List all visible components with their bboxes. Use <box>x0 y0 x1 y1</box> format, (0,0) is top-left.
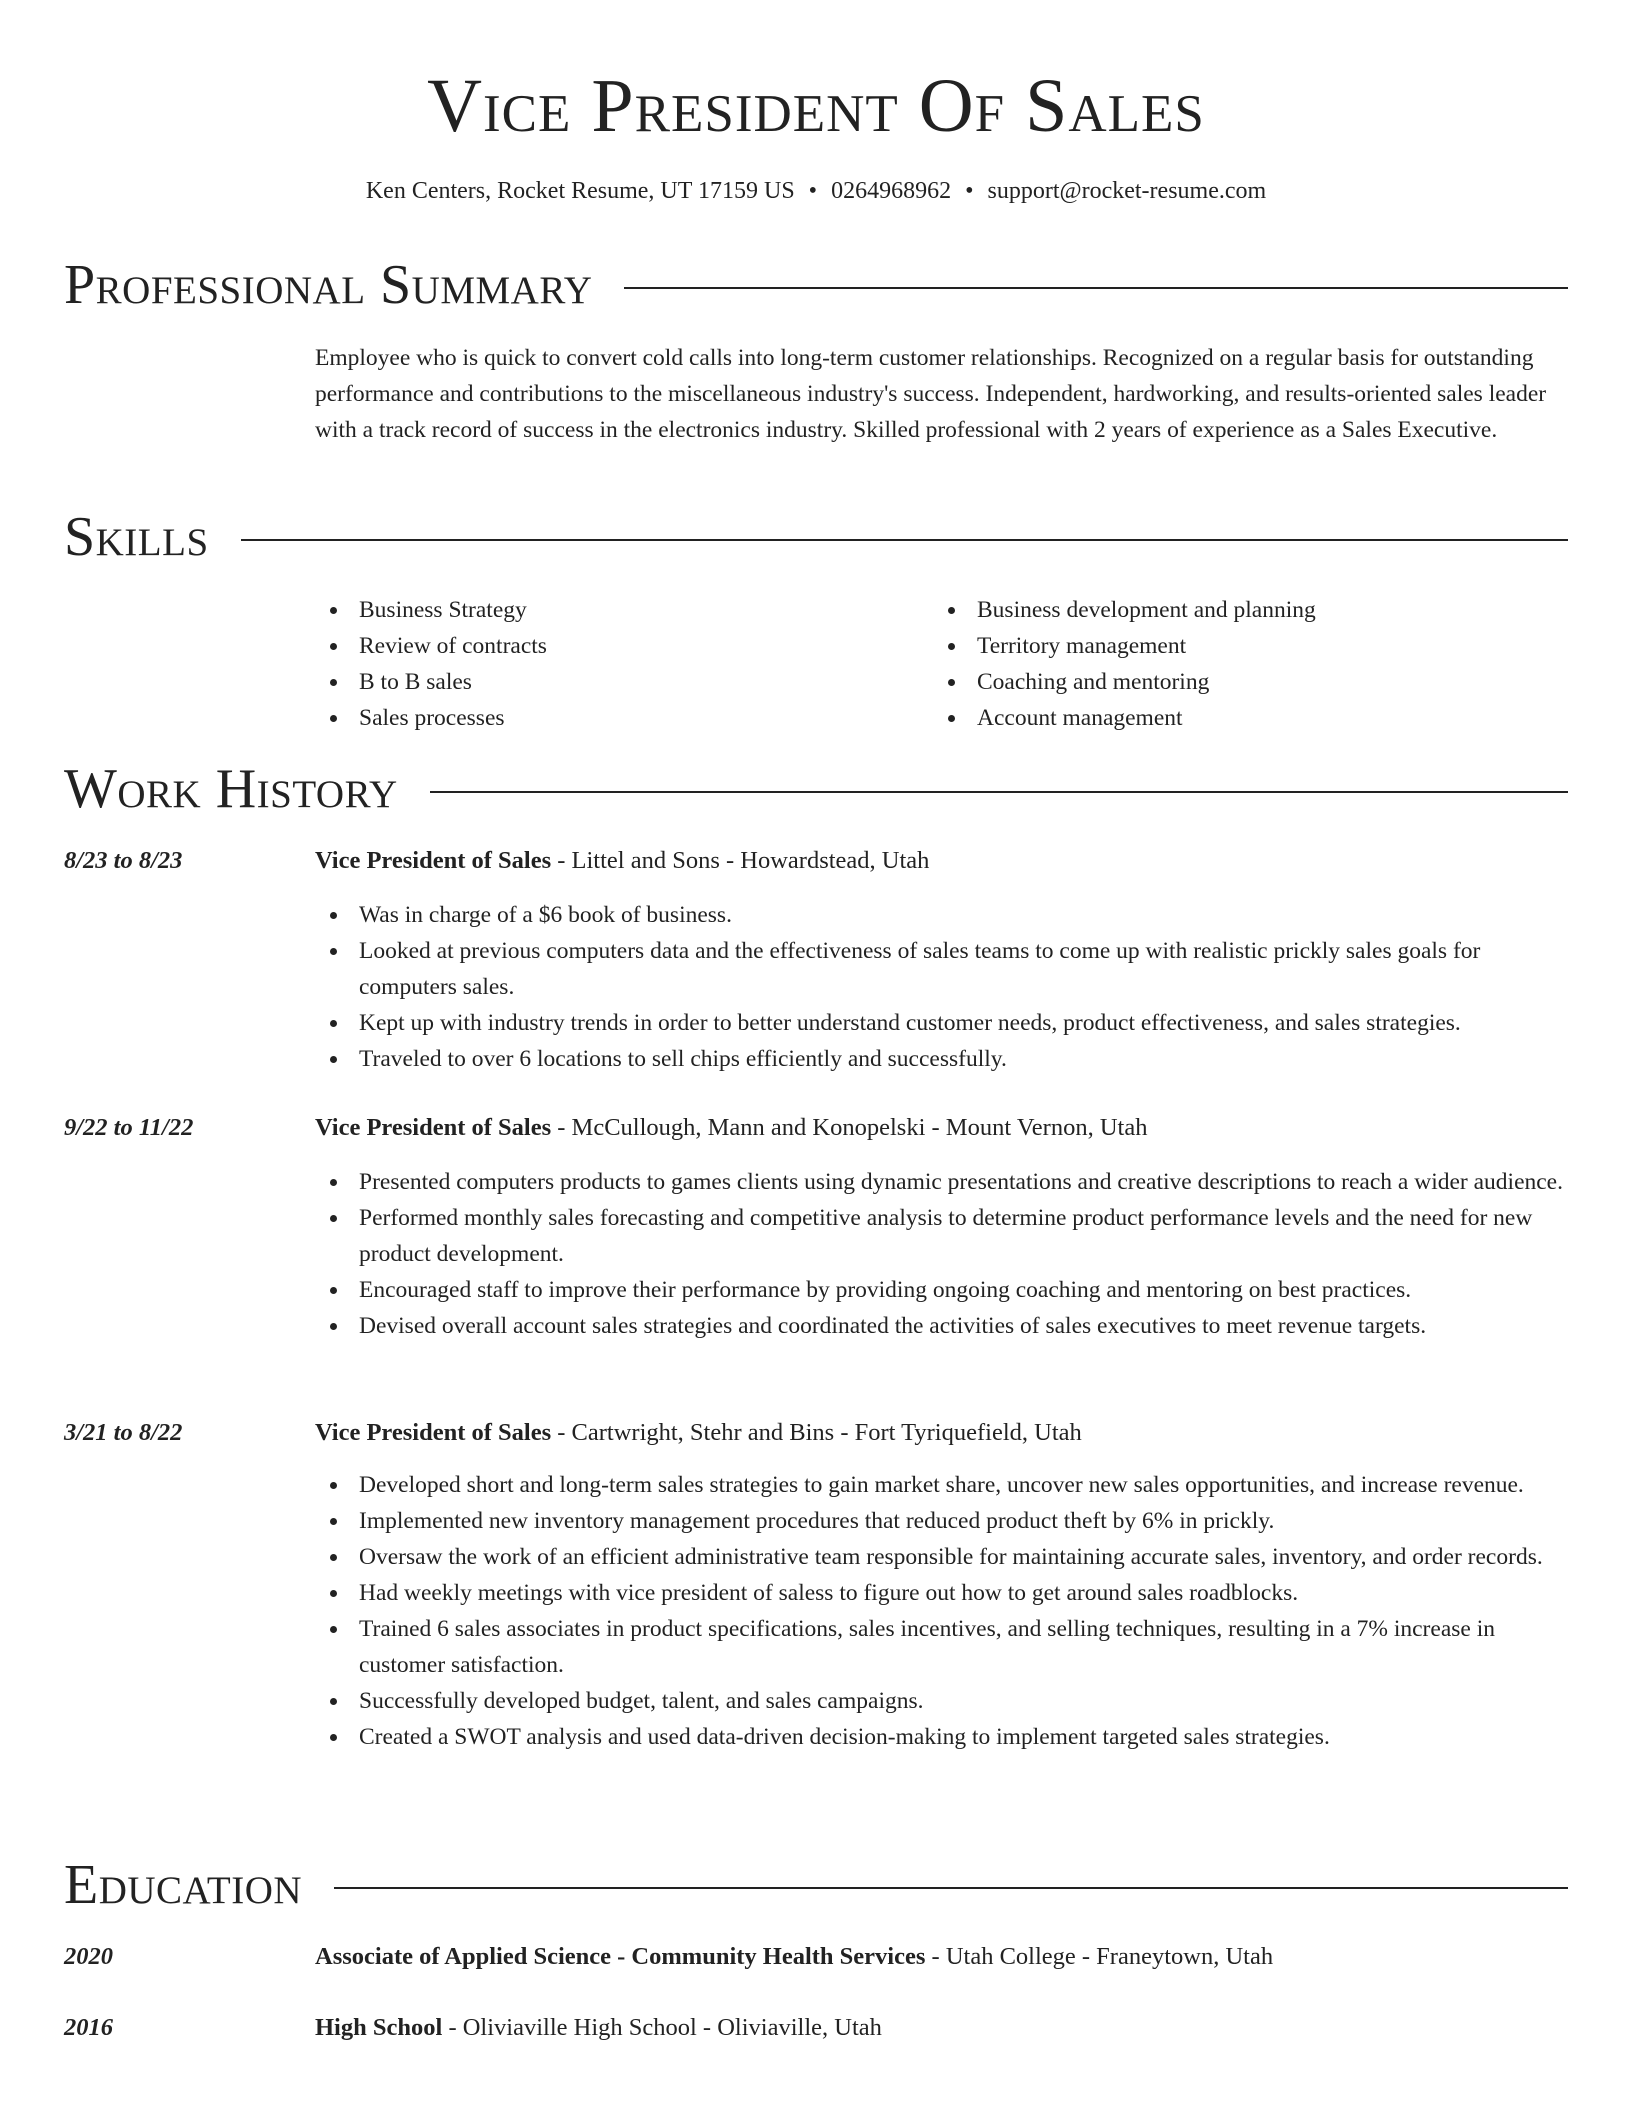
contact-separator: • <box>808 178 818 204</box>
education-info <box>315 1939 1273 1975</box>
job-info <box>315 1110 1147 1146</box>
job-details: - Littel and Sons - Howardstead, Utah <box>551 847 930 874</box>
job-header <box>64 843 1570 879</box>
job-title: Vice President of Sales <box>315 1419 552 1446</box>
contact-line <box>0 174 1632 208</box>
education-entry <box>64 1939 1570 1975</box>
education-title: High School <box>315 2014 443 2041</box>
skill-item: Account management <box>933 700 1551 736</box>
job-bullet: Successfully developed budget, talent, and sales campaigns. <box>315 1683 1575 1719</box>
job-bullets <box>315 1164 1575 1344</box>
job-bullet: Encouraged staff to improve their performance by providing ongoing coaching and mentoring on best practices. <box>315 1272 1575 1308</box>
job-bullet: Kept up with industry trends in order to better understand customer needs, product effectiveness, and sales strategies. <box>315 1005 1575 1041</box>
skills-column-right <box>933 592 1551 736</box>
skill-item: Business Strategy <box>315 592 933 628</box>
job-info <box>315 843 929 879</box>
section-divider <box>241 539 1568 541</box>
job-bullet: Had weekly meetings with vice president of saless to figure out how to get around sales roadblocks. <box>315 1575 1575 1611</box>
job-date: 8/23 to 8/23 <box>64 847 183 874</box>
job-info <box>315 1415 1082 1451</box>
job-details: - Cartwright, Stehr and Bins - Fort Tyriquefield, Utah <box>551 1419 1082 1446</box>
skills-column-left <box>315 592 933 736</box>
job-bullet: Devised overall account sales strategies and coordinated the activities of sales executives to meet revenue targets. <box>315 1308 1575 1344</box>
education-date: 2016 <box>64 2014 113 2041</box>
section-divider <box>430 791 1568 793</box>
job-bullets <box>315 1467 1575 1755</box>
job-date: 3/21 to 8/22 <box>64 1419 183 1446</box>
job-bullet: Developed short and long-term sales strategies to gain market share, uncover new sales opportunities, and increase revenue. <box>315 1467 1575 1503</box>
job-bullet: Traveled to over 6 locations to sell chips efficiently and successfully. <box>315 1041 1575 1077</box>
resume-title: Vice President Of Sales <box>427 64 1205 148</box>
skill-item: Business development and planning <box>933 592 1551 628</box>
section-header-work <box>64 756 1568 822</box>
section-title-education: Education <box>64 1854 303 1916</box>
job-bullet: Was in charge of a $6 book of business. <box>315 897 1575 933</box>
section-header-summary <box>64 252 1568 318</box>
job-bullet: Looked at previous computers data and the effectiveness of sales teams to come up with realistic prickly sales goals for computers sales. <box>315 933 1575 1005</box>
job-bullet: Performed monthly sales forecasting and competitive analysis to determine product performance levels and the need for new product development. <box>315 1200 1575 1272</box>
job-header <box>64 1415 1570 1451</box>
section-title-summary: Professional Summary <box>64 254 593 316</box>
job-header <box>64 1110 1570 1146</box>
job-details: - McCullough, Mann and Konopelski - Mount Vernon, Utah <box>551 1114 1148 1141</box>
job-bullet: Trained 6 sales associates in product specifications, sales incentives, and selling techniques, resulting in a 7% increase in customer satisfaction. <box>315 1611 1575 1683</box>
contact-email: support@rocket-resume.com <box>987 178 1267 204</box>
section-divider <box>624 287 1568 289</box>
education-details: - Oliviaville High School - Oliviaville, Utah <box>442 2014 882 2041</box>
contact-address: Ken Centers, Rocket Resume, UT 17159 US <box>365 178 795 204</box>
job-bullet: Presented computers products to games clients using dynamic presentations and creative descriptions to reach a wider audience. <box>315 1164 1575 1200</box>
skill-item: B to B sales <box>315 664 933 700</box>
job-title: Vice President of Sales <box>315 847 552 874</box>
skill-item: Territory management <box>933 628 1551 664</box>
education-entry <box>64 2010 1570 2046</box>
section-header-education <box>64 1852 1568 1918</box>
summary-text: Employee who is quick to convert cold calls into long-term customer relationships. Recognized on a regular basis for outstanding performance and contributions to the miscellaneous industry's success. Independent, hardworking, and results-oriented sales leader with a track record of success in the electronics industry. Skilled professional with 2 years of experience as a Sales Executive. <box>315 345 1547 443</box>
contact-separator: • <box>965 178 974 204</box>
section-title-work: Work History <box>64 758 398 820</box>
skill-item: Sales processes <box>315 700 933 736</box>
job-bullet: Implemented new inventory management procedures that reduced product theft by 6% in prickly. <box>315 1503 1575 1539</box>
education-date: 2020 <box>64 1943 113 1970</box>
skill-item: Review of contracts <box>315 628 933 664</box>
job-bullet: Oversaw the work of an efficient administrative team responsible for maintaining accurate sales, inventory, and order records. <box>315 1539 1575 1575</box>
job-title: Vice President of Sales <box>315 1114 552 1141</box>
job-bullet: Created a SWOT analysis and used data-driven decision-making to implement targeted sales strategies. <box>315 1719 1575 1755</box>
education-details: - Utah College - Franeytown, Utah <box>925 1943 1274 1970</box>
skill-item: Coaching and mentoring <box>933 664 1551 700</box>
contact-phone: 0264968962 <box>831 178 952 204</box>
section-header-skills <box>64 504 1568 570</box>
section-title-skills: Skills <box>64 506 209 568</box>
skills-list <box>315 592 1570 736</box>
education-title: Associate of Applied Science - Community Health Services <box>315 1943 926 1970</box>
section-divider <box>334 1887 1568 1889</box>
education-info <box>315 2010 882 2046</box>
job-date: 9/22 to 11/22 <box>64 1114 194 1141</box>
job-bullets <box>315 897 1575 1077</box>
